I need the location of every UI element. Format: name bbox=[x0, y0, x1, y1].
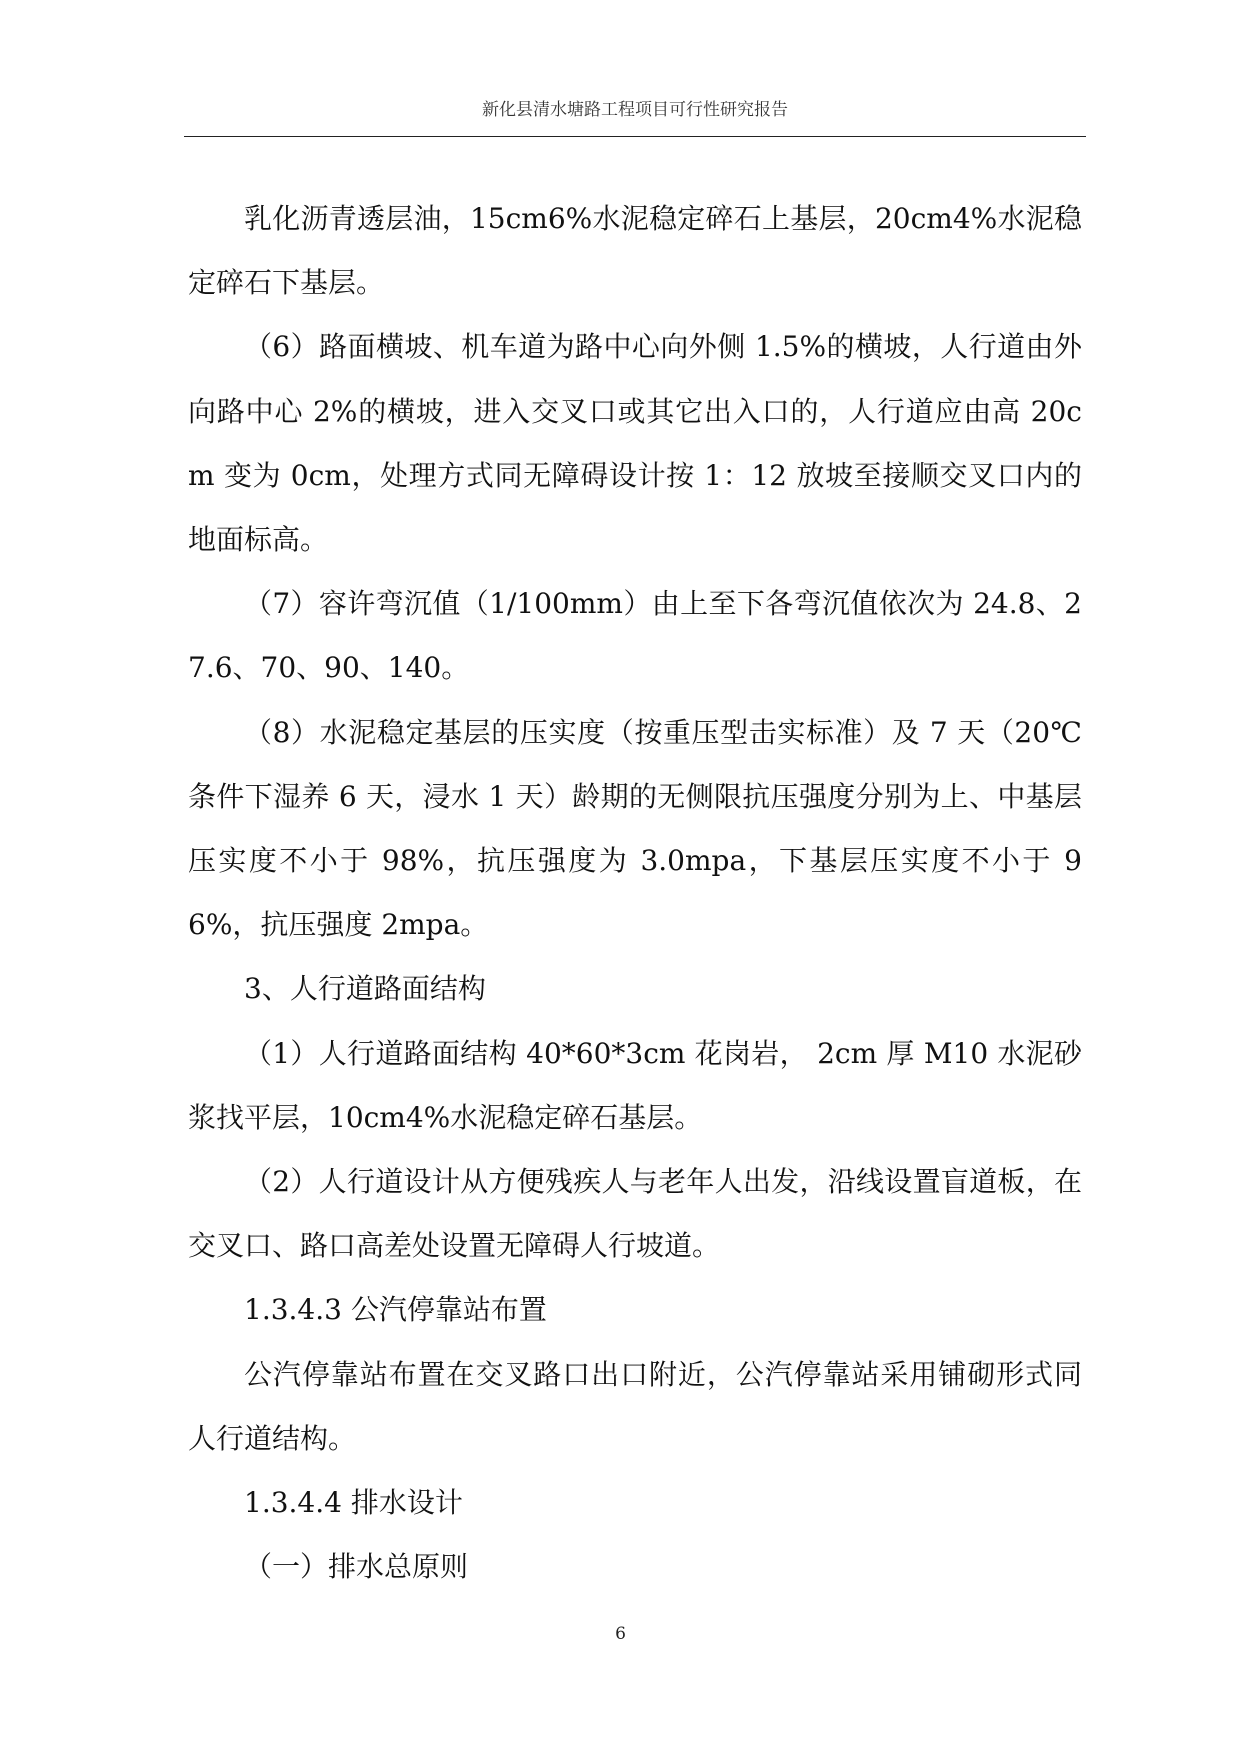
paragraph-sidewalk-structure: （1）人行道路面结构 40*60*3cm 花岗岩， 2cm 厚 M10 水泥砂浆找平层，10cm4%水泥稳定碎石基层。 bbox=[188, 1036, 1082, 1134]
paragraph-compaction: （8）水泥稳定基层的压实度（按重压型击实标准）及 7 天（20℃条件下湿养 6 天，浸水 1 天）龄期的无侧限抗压强度分别为上、中基层压实度不小于 98%，抗压强度为 3.0mpa，下基层压实度不小于 96%，抗压强度 2mpa。 bbox=[188, 715, 1082, 942]
page-number: 6 bbox=[615, 1624, 626, 1644]
paragraph-deflection: （7）容许弯沉值（1/100mm）由上至下各弯沉值依次为 24.8、27.6、70、90、140。 bbox=[188, 587, 1082, 685]
section-heading-bus-stop: 1.3.4.3 公汽停靠站布置 bbox=[244, 1293, 547, 1327]
paragraph-sidewalk-design: （2）人行道设计从方便残疾人与老年人出发，沿线设置盲道板，在交叉口、路口高差处设置无障碍人行坡道。 bbox=[188, 1165, 1082, 1263]
paragraph-bus-stop: 公汽停靠站布置在交叉路口出口附近，公汽停靠站采用铺砌形式同人行道结构。 bbox=[188, 1357, 1082, 1455]
subheading-drainage-principle: （一）排水总原则 bbox=[244, 1550, 469, 1584]
document-body bbox=[188, 187, 1082, 1599]
section-heading-sidewalk-structure: 3、人行道路面结构 bbox=[244, 972, 486, 1006]
page-header bbox=[184, 96, 1086, 137]
paragraph-cross-slope: （6）路面横坡、机车道为路中心向外侧 1.5%的横坡，人行道由外向路中心 2%的横坡，进入交叉口或其它出入口的，人行道应由高 20cm 变为 0cm，处理方式同无障碍设计按 1：12 放坡至接顺交叉口内的地面标高。 bbox=[188, 330, 1082, 557]
paragraph-base-layer: 乳化沥青透层油，15cm6%水泥稳定碎石上基层，20cm4%水泥稳定碎石下基层。 bbox=[188, 202, 1082, 300]
section-heading-drainage: 1.3.4.4 排水设计 bbox=[244, 1486, 463, 1520]
header-title: 新化县清水塘路工程项目可行性研究报告 bbox=[482, 100, 788, 120]
